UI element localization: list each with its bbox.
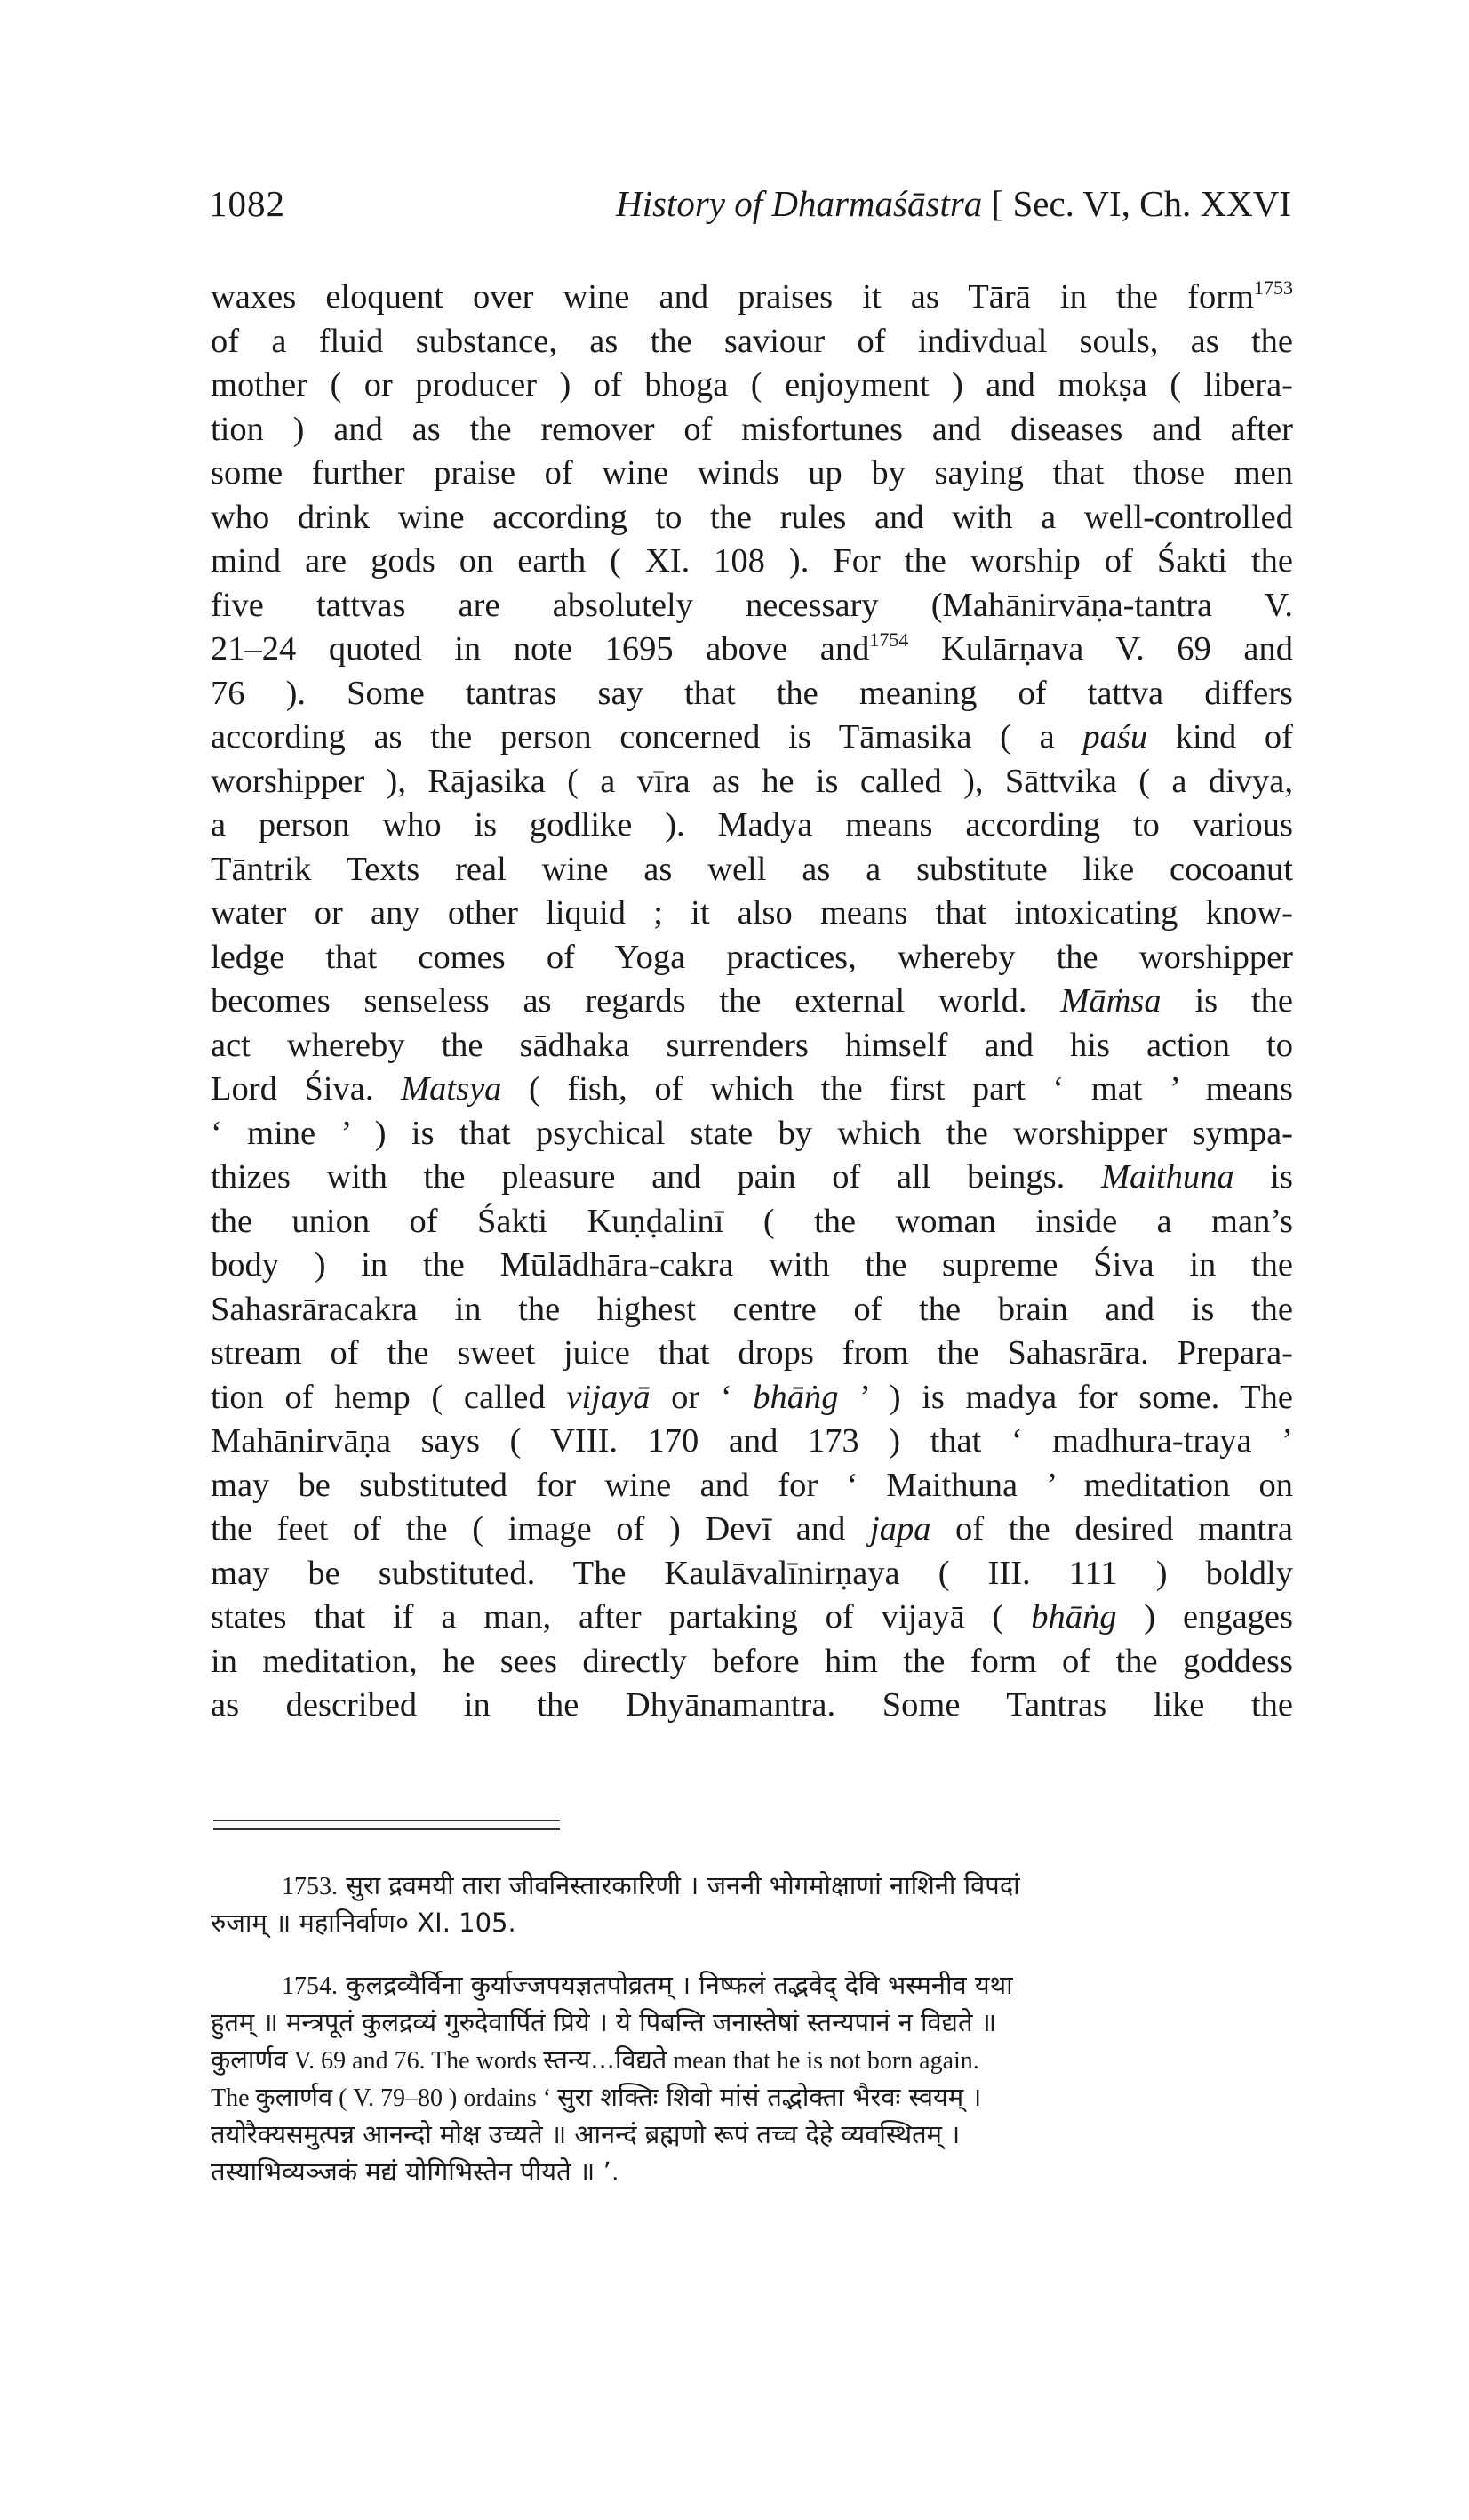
text-line: act whereby the sādhaka surrenders himself and his action to	[211, 1026, 1293, 1064]
main-text	[211, 276, 1293, 1728]
text-line: of a fluid substance, as the saviour of indivdual souls, as the	[211, 322, 1293, 360]
text-line: waxes eloquent over wine and praises it as Tārā in the form$^{1753}$	[211, 276, 1293, 316]
footnote-line: 1754. कुलद्रव्यैर्विना कुर्याज्जपयज्ञतपोव्रतम् । निष्फलं तद्भवेद् देवि भस्मनीव यथा	[282, 1970, 1013, 2000]
text-line: stream of the sweet juice that drops from the Sahasrāra. Prepara-	[211, 1334, 1293, 1372]
footnote-line: हुतम् ॥ मन्त्रपूतं कुलद्रव्यं गुरुदेवार्पितं प्रिये । ये पिबन्ति जनास्तेषां स्तन्यपानं न विद्यते ॥	[211, 2007, 997, 2037]
footnote-number: 1753.	[282, 1873, 338, 1900]
footnote-1753	[211, 1867, 1293, 1941]
text-line: tion of hemp ( called vijayā or ‘ bhāṅg ’ ) is madya for some. The	[211, 1378, 1293, 1416]
footnote-line: कुलार्णव V. 69 and 76. The words स्तन्य...विद्यते mean that he is not born again.	[211, 2044, 979, 2075]
section-label: [ Sec. VI, Ch. XXVI	[991, 183, 1291, 224]
text-line: some further praise of wine winds up by saying that those men	[211, 454, 1293, 492]
text-line: may be substituted for wine and for ‘ Maithuna ’ meditation on	[211, 1466, 1293, 1504]
text-line: mind are gods on earth ( XI. 108 ). For the worship of Śakti the	[211, 542, 1293, 580]
footnote-divider	[213, 1828, 560, 1830]
text-line: states that if a man, after partaking of vijayā ( bhāṅg ) engages	[211, 1598, 1293, 1636]
book-title: History of Dharmaśāstra	[615, 183, 983, 224]
footnote-ref-1753: 1753	[1254, 276, 1293, 299]
footnote-line: रुजाम् ॥ महानिर्वाण० XI. 105.	[211, 1908, 516, 1938]
footnote-1754	[211, 1966, 1293, 2190]
footnote-line: 1753. सुरा द्रवमयी तारा जीवनिस्तारकारिणी । जननी भोगमोक्षाणां नाशिनी विपदां	[282, 1870, 1020, 1900]
text-line: ledge that comes of Yoga practices, whereby the worshipper	[211, 938, 1293, 976]
text-line: tion ) and as the remover of misfortunes and diseases and after	[211, 410, 1293, 448]
text-line: mother ( or producer ) of bhoga ( enjoyment ) and mokṣa ( libera-	[211, 366, 1293, 404]
text-line: body ) in the Mūlādhāra-cakra with the supreme Śiva in the	[211, 1246, 1293, 1284]
text-line: a person who is godlike ). Madya means according to various	[211, 806, 1293, 844]
text-line: 76 ). Some tantras say that the meaning of tattva differs	[211, 674, 1293, 712]
text-line: who drink wine according to the rules and with a well-controlled	[211, 498, 1293, 536]
footnote-line: तयोरैक्यसमुत्पन्न आनन्दो मोक्ष उच्यते ॥ आनन्दं ब्रह्मणो रूपं तच्च देहे व्यवस्थितम् ।	[211, 2119, 961, 2149]
text-line: in meditation, he sees directly before him the form of the goddess	[211, 1642, 1293, 1680]
text-line: the union of Śakti Kuṇḍalinī ( the woman inside a man’s	[211, 1202, 1293, 1240]
text-line: water or any other liquid ; it also means that intoxicating know-	[211, 894, 1293, 932]
text-line: five tattvas are absolutely necessary (Mahānirvāṇa-tantra V.	[211, 586, 1293, 624]
footnote-line: तस्याभिव्यञ्जकं मद्यं योगिभिस्तेन पीयते ॥ ’.	[211, 2156, 619, 2187]
page-number: 1082	[209, 183, 285, 224]
footnote-line: The कुलार्णव ( V. 79–80 ) ordains ‘ सुरा शक्तिः शिवो मांसं तद्भोक्ता भैरवः स्वयम् ।	[211, 2082, 982, 2112]
text-line: Tāntrik Texts real wine as well as a substitute like cocoanut	[211, 850, 1293, 888]
text-line: 21–24 quoted in note 1695 above and$^{1754}$ Kulārṇava V. 69 and	[211, 628, 1293, 668]
text-line: becomes senseless as regards the external world. Māṁsa is the	[211, 982, 1293, 1020]
footnote-divider	[213, 1820, 560, 1821]
text-line: Sahasrāracakra in the highest centre of the brain and is the	[211, 1290, 1293, 1328]
text-line: as described in the Dhyānamantra. Some Tantras like the	[211, 1686, 1293, 1724]
running-title	[616, 182, 1291, 225]
text-line: the feet of the ( image of ) Devī and japa of the desired mantra	[211, 1510, 1294, 1548]
text-line: thizes with the pleasure and pain of all beings. Maithuna is	[211, 1158, 1293, 1196]
footnote-ref-1754: 1754	[869, 628, 909, 651]
text-line: Lord Śiva. Matsya ( fish, of which the first part ‘ mat ’ means	[211, 1070, 1293, 1108]
page-header	[209, 182, 1291, 236]
footnotes	[211, 1867, 1293, 2215]
text-line: may be substituted. The Kaulāvalīnirṇaya ( III. 111 ) boldly	[211, 1554, 1293, 1592]
text-line: according as the person concerned is Tāmasika ( a paśu kind of	[211, 718, 1293, 756]
footnote-number: 1754.	[282, 1972, 338, 2000]
text-line: worshipper ), Rājasika ( a vīra as he is called ), Sāttvika ( a divya,	[211, 762, 1293, 800]
text-line: ‘ mine ’ ) is that psychical state by which the worshipper sympa-	[211, 1114, 1293, 1152]
text-line: Mahānirvāṇa says ( VIII. 170 and 173 ) that ‘ madhura-traya ’	[211, 1422, 1293, 1460]
